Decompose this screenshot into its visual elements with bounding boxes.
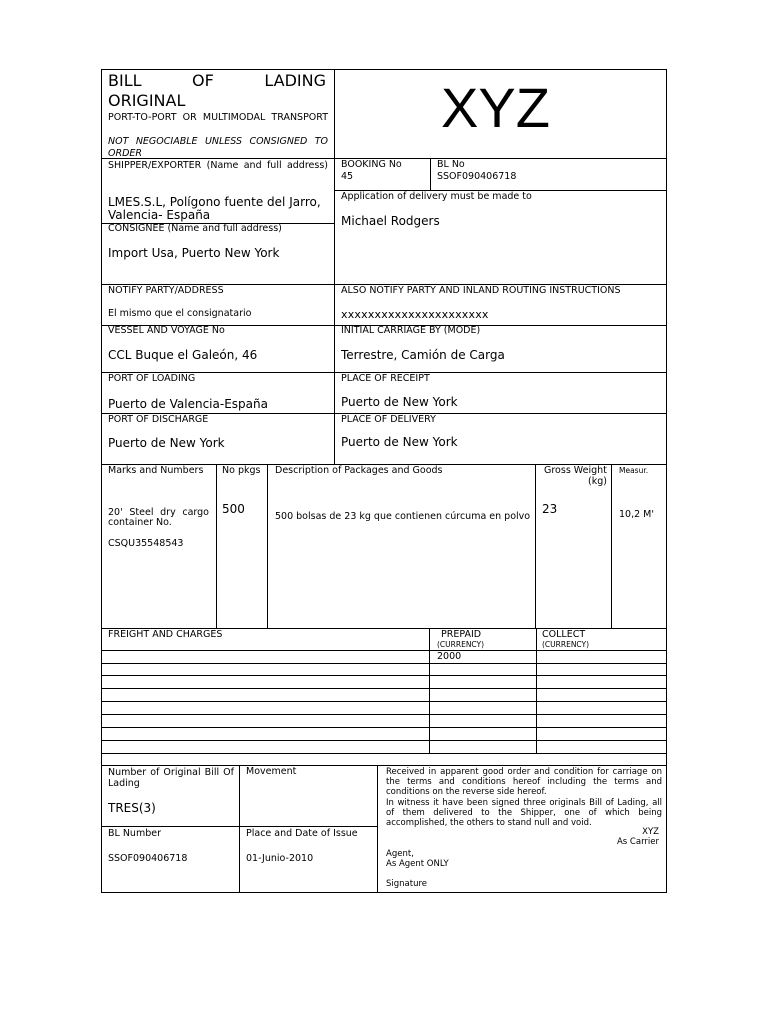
place-delivery-value: Puerto de New York [341,435,458,449]
bl-number-cell [101,826,240,893]
delivery-application-value: Michael Rodgers [341,214,440,228]
original-count-label: Number of Original Bill Of Lading [108,767,234,789]
pkgs-header: No pkgs [222,465,261,476]
movement-cell [239,765,378,827]
place-date-value: 01-Junio-2010 [246,853,314,864]
bl-number-label: BL Number [108,828,161,839]
bl-no-cell [430,158,667,191]
collect-currency-label: (CURRENCY) [542,640,590,649]
goods-divider-1 [216,464,217,629]
terms-text: Received in apparent good order and condition for carriage on the terms and conditions hereof including the terms and conditions on the reverse side hereof. [386,767,662,797]
also-notify-label: ALSO NOTIFY PARTY AND INLAND ROUTING INSTRUCTIONS [341,285,621,296]
description-value: 500 bolsas de 23 kg que contienen cúrcuma en polvo [275,511,531,522]
notify-party-label: NOTIFY PARTY/ADDRESS [108,285,224,296]
marks-header: Marks and Numbers [108,465,204,476]
goods-divider-4 [611,464,612,629]
movement-label: Movement [246,766,297,777]
place-delivery-label: PLACE OF DELIVERY [341,414,436,425]
weight-value: 23 [542,502,558,516]
marks-line2: container No. [108,517,172,528]
port-loading-label: PORT OF LOADING [108,373,196,384]
place-receipt-label: PLACE OF RECEIPT [341,373,430,384]
vessel-cell [101,325,335,373]
notify-party-value: El mismo que el consignatario [108,308,252,319]
bl-no-value: SSOF090406718 [437,171,517,182]
carrier-name: XYZ [642,827,659,837]
title-line2: ORIGINAL [108,91,186,110]
original-count-cell [101,765,240,827]
original-count-value: TRES(3) [108,801,156,815]
initial-carriage-label: INITIAL CARRIAGE BY (MODE) [341,325,481,336]
freight-row-line-6 [101,714,667,715]
shipper-cell [101,158,335,224]
also-notify-value: xxxxxxxxxxxxxxxxxxxxxx [341,308,489,321]
port-loading-value: Puerto de Valencia-España [108,397,268,411]
booking-value: 45 [341,171,354,182]
carrier-role: As Carrier [616,837,659,847]
header-title-cell [101,69,335,159]
shipper-value-line2: Valencia- España [108,208,211,222]
delivery-application-label: Application of delivery must be made to [341,191,532,202]
place-receipt-cell [334,372,667,414]
place-date-label: Place and Date of Issue [246,828,358,839]
port-discharge-value: Puerto de New York [108,436,225,450]
freight-row-line-1 [101,650,667,651]
signature-label: Signature [386,879,428,889]
port-discharge-cell [101,413,335,465]
prepaid-currency-label: (CURRENCY) [437,640,485,649]
booking-cell [334,158,431,191]
shipper-value-line1: LMES.S.L, Polígono fuente del Jarro, [108,195,321,209]
weight-header-line2: (kg) [588,476,607,487]
freight-row-line-7 [101,727,667,728]
witness-text: In witness it have been signed three originals Bill of Lading, all of them delivered to the Shipper, one of which being accomplished, the others to stand null and void. [386,798,662,828]
prepaid-amount: 2000 [437,651,462,662]
agent-line2: As Agent ONLY [386,859,449,869]
consignee-cell [101,223,335,285]
freight-row-line-3 [101,675,667,676]
delivery-application-cell [334,190,667,285]
freight-divider-2 [536,628,537,753]
port-discharge-label: PORT OF DISCHARGE [108,414,209,425]
place-delivery-cell [334,413,667,465]
freight-row-line-9 [101,753,667,754]
company-logo-cell [334,69,667,159]
goods-divider-2 [267,464,268,629]
consignee-label: CONSIGNEE (Name and full address) [108,223,282,234]
freight-label: FREIGHT AND CHARGES [108,629,223,640]
agent-line1: Agent, [386,849,414,859]
freight-divider-1 [429,628,430,753]
notify-party-cell [101,284,335,326]
vessel-label: VESSEL AND VOYAGE No [108,325,225,336]
freight-row-line-4 [101,688,667,689]
marks-line1: 20' Steel dry cargo [108,507,209,518]
freight-row-line-5 [101,701,667,702]
bl-number-value: SSOF090406718 [108,853,188,864]
consignee-value: Import Usa, Puerto New York [108,246,280,260]
prepaid-label: PREPAID [441,629,482,640]
collect-label: COLLECT [542,629,586,640]
freight-row-line-2 [101,663,667,664]
transport-subtitle: PORT-TO-PORT OR MULTIMODAL TRANSPORT [108,112,328,123]
freight-row-line-8 [101,740,667,741]
negociable-notice: NOT NEGOCIABLE UNLESS CONSIGNED TO ORDER [108,136,328,159]
place-date-cell [239,826,378,893]
place-receipt-value: Puerto de New York [341,395,458,409]
terms-cell [377,765,667,893]
initial-carriage-value: Terrestre, Camión de Carga [341,348,505,362]
measure-header: Measur. [619,466,649,475]
bl-no-label: BL No [437,159,465,170]
marks-line3: CSQU35548543 [108,538,184,549]
pkgs-value: 500 [222,502,245,516]
shipper-label: SHIPPER/EXPORTER (Name and full address) [108,160,328,171]
vessel-value: CCL Buque el Galeón, 46 [108,348,258,362]
company-name: XYZ [441,76,550,139]
port-loading-cell [101,372,335,414]
goods-section [101,464,667,629]
title-line1: BILL OF LADING [108,71,326,90]
goods-divider-3 [535,464,536,629]
booking-label: BOOKING No [341,159,402,170]
weight-header-line1: Gross Weight [544,465,607,476]
measure-value: 10,2 M' [619,509,654,520]
also-notify-cell [334,284,667,326]
description-header: Description of Packages and Goods [275,465,443,476]
initial-carriage-cell [334,325,667,373]
